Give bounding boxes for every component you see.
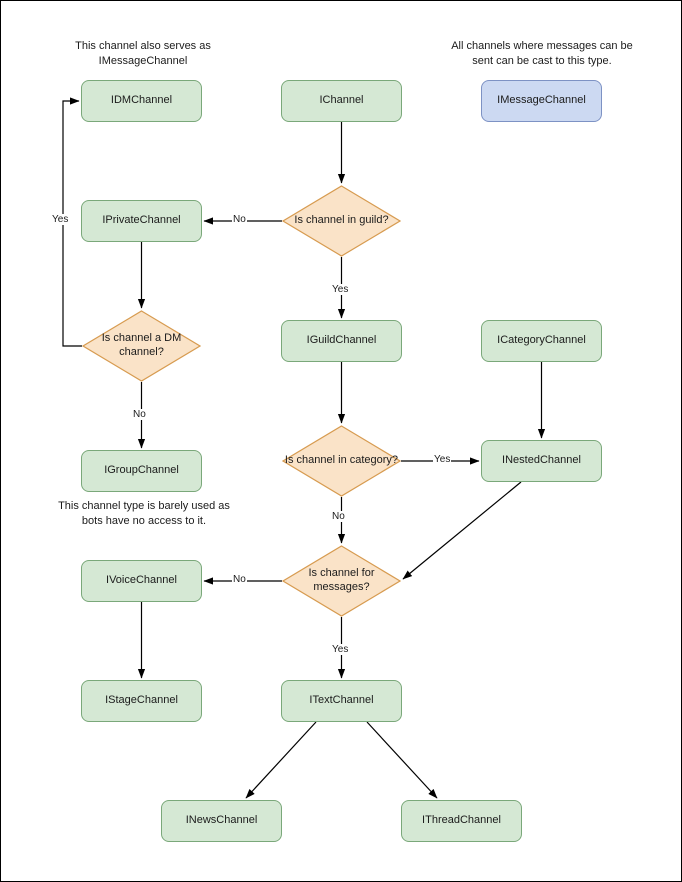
node-iguildchannel[interactable]: IGuildChannel (281, 320, 402, 362)
node-inestedchannel[interactable]: INestedChannel (481, 440, 602, 482)
node-idmchannel[interactable]: IDMChannel (81, 80, 202, 122)
node-ivoicechannel[interactable]: IVoiceChannel (81, 560, 202, 602)
edge-label-dm-yes: Yes (52, 214, 69, 225)
node-icategorychannel[interactable]: ICategoryChannel (481, 320, 602, 362)
node-ichannel[interactable]: IChannel (281, 80, 402, 122)
node-label: Is channel a DM channel? (101, 332, 182, 358)
edge-itextchannel-to-ithreadchannel (367, 722, 437, 798)
edge-label-guild-yes: Yes (332, 284, 349, 295)
edge-inestedchannel-to-messagesq (403, 482, 521, 579)
note-igroupchannel: This channel type is barely used as bots have no access to it. (58, 500, 230, 527)
edge-itextchannel-to-inewschannel (246, 722, 316, 798)
edge-label-guild-no: No (233, 214, 246, 225)
edge-label-messages-no: No (233, 574, 246, 585)
edge-label-category-no: No (332, 511, 345, 522)
edge-label-category-yes: Yes (434, 454, 451, 465)
node-is-channel-in-guild[interactable] (282, 185, 401, 257)
node-igroupchannel[interactable]: IGroupChannel (81, 450, 202, 492)
node-ithreadchannel[interactable]: IThreadChannel (401, 800, 522, 842)
node-is-channel-in-category[interactable] (282, 425, 401, 497)
node-is-channel-for-messages[interactable] (282, 545, 401, 617)
node-label: Is channel in category? (284, 454, 399, 467)
node-imessagechannel[interactable]: IMessageChannel (481, 80, 602, 122)
node-iprivatechannel[interactable]: IPrivateChannel (81, 200, 202, 242)
note-imessagechannel-dm: This channel also serves as IMessageChannel (75, 40, 211, 67)
node-itextchannel[interactable]: ITextChannel (281, 680, 402, 722)
node-label: Is channel in guild? (294, 214, 389, 227)
node-is-channel-a-dm-channel[interactable] (82, 310, 201, 382)
edge-label-dm-no: No (133, 409, 146, 420)
node-inewschannel[interactable]: INewsChannel (161, 800, 282, 842)
edge-label-messages-yes: Yes (332, 644, 349, 655)
note-imessagechannel-cast: All channels where messages can be sent can be cast to this type. (451, 40, 633, 67)
node-istagechannel[interactable]: IStageChannel (81, 680, 202, 722)
node-label: Is channel for messages? (308, 567, 375, 593)
